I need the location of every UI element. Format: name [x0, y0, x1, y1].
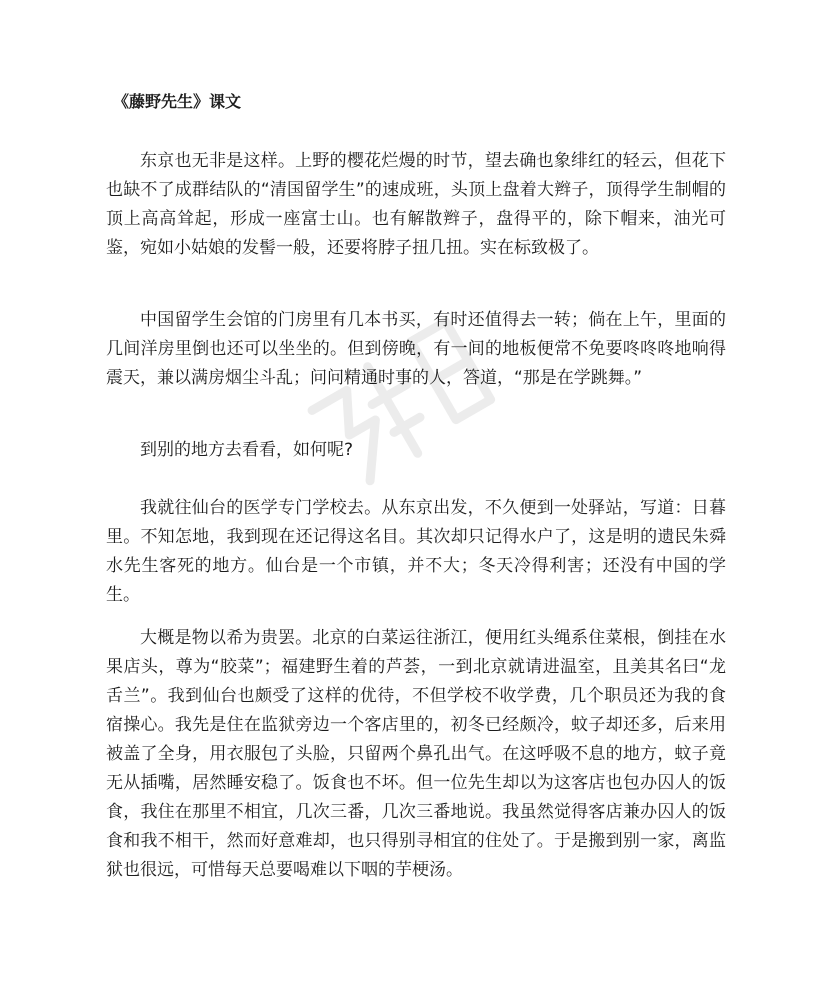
paragraph: 到别的地方去看看，如何呢? — [140, 440, 354, 460]
paragraph: 我就往仙台的医学专门学校去。从东京出发，不久便到一处驿站，写道：日暮里。不知怎地，我到现在还记得这名目。其次却只记得水户了，这是明的遗民朱舜水先生客死的地方。仙台是一个市镇，并不大；冬天冷得利害；还没有中国的学生。 — [106, 498, 726, 605]
paragraph: 大概是物以希为贵罢。北京的白菜运往浙江，便用红头绳系住菜根，倒挂在水果店头，尊为“胶菜”；福建野生着的芦荟，一到北京就请进温室，且美其名曰“龙舌兰”。我到仙台也颇受了这样的优待，不但学校不收学费，几个职员还为我的食宿操心。我先是住在监狱旁边一个客店里的，初冬已经颇冷，蚊子却还多，后来用被盖了全身，用衣服包了头脸，只留两个鼻孔出气。在这呼吸不息的地方，蚊子竟无从插嘴，居然睡安稳了。饭食也不坏。但一位先生却以为这客店也包办囚人的饭食，我住在那里不相宜，几次三番，几次三番地说。我虽然觉得客店兼办囚人的饭食和我不相干，然而好意难却，也只得别寻相宜的住处了。于是搬到别一家，离监狱也很远，可惜每天总要喝难以下咽的芋梗汤。 — [106, 628, 726, 880]
paragraph: 东京也无非是这样。上野的樱花烂熳的时节，望去确也象绯红的轻云，但花下也缺不了成群结队的“清国留学生”的速成班，头顶上盘着大辫子，顶得学生制帽的顶上高高耸起，形成一座富士山。也有解散辫子，盘得平的，除下帽来，油光可鉴，宛如小姑娘的发髻一般，还要将脖子扭几扭。实在标致极了。 — [106, 151, 726, 258]
paragraph: 中国留学生会馆的门房里有几本书买，有时还值得去一转；倘在上午，里面的几间洋房里倒也还可以坐坐的。但到傍晚，有一间的地板便常不免要咚咚咚地响得震天，兼以满房烟尘斗乱；问问精通时事的人，答道，“那是在学跳舞。” — [106, 310, 726, 388]
page-title: 《藤野先生》课文 — [113, 92, 242, 111]
